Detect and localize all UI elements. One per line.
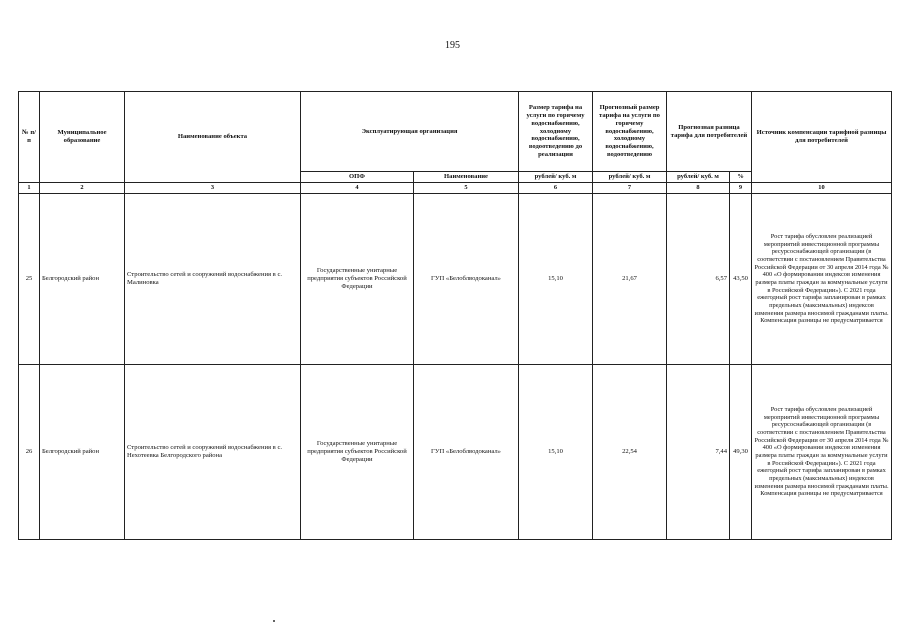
row-pct: 49,30 [730, 365, 752, 540]
header-tariff: Размер тарифа на услуги по горячему водоснабжению, холодному водоснабжению, водоотведению до реализации [519, 92, 593, 172]
row-object: Строительство сетей и сооружений водоснабжения в с. Малиновка [125, 194, 301, 365]
column-number: 3 [125, 183, 301, 194]
header-operator: Эксплуатирующая организация [301, 92, 519, 172]
column-number: 5 [414, 183, 519, 194]
column-number: 9 [730, 183, 752, 194]
row-diff: 6,57 [667, 194, 730, 365]
row-tariff: 15,10 [519, 194, 593, 365]
header-diff-pct: % [730, 172, 752, 183]
row-opf: Государственные унитарные предприятия субъектов Российской Федерации [301, 365, 414, 540]
header-object: Наименование объекта [125, 92, 301, 183]
header-num: № п/п [19, 92, 40, 183]
header-forecast: Прогнозный размер тарифа на услуги по горячему водоснабжению, холодному водоснабжению, водоотведению [593, 92, 667, 172]
row-source: Рост тарифа обусловлен реализацией мероприятий инвестиционной программы ресурсоснабжающей организации (в соответствии с постановлением Правительства Российской Федерации от 30 апреля 2014 года № 400 «О формировании индексов изменения размера платы граждан за коммунальные услуги в Российской Федерации»). С 2021 года ежегодный рост тарифа запланирован в рамках предельных (максимальных) индексов изменения размера вносимой гражданами платы. Компенсация разницы не предусматривается [752, 365, 892, 540]
header-row-main [19, 92, 892, 172]
row-forecast: 22,54 [593, 365, 667, 540]
column-number-row [19, 183, 892, 194]
row-pct: 43,50 [730, 194, 752, 365]
row-diff: 7,44 [667, 365, 730, 540]
row-municipality: Белгородский район [40, 194, 125, 365]
header-operator-name: Наименование [414, 172, 519, 183]
column-number: 10 [752, 183, 892, 194]
column-number: 7 [593, 183, 667, 194]
column-number: 2 [40, 183, 125, 194]
row-org: ГУП «Белоблводоканал» [414, 365, 519, 540]
row-forecast: 21,67 [593, 194, 667, 365]
page-number: 195 [445, 40, 460, 51]
header-source: Источник компенсации тарифной разницы для потребителей [752, 92, 892, 183]
column-number: 6 [519, 183, 593, 194]
header-tariff-unit: рублей/ куб. м [519, 172, 593, 183]
scan-dot [273, 620, 275, 622]
column-number: 4 [301, 183, 414, 194]
row-source: Рост тарифа обусловлен реализацией мероприятий инвестиционной программы ресурсоснабжающей организации (в соответствии с постановлением Правительства Российской Федерации от 30 апреля 2014 года № 400 «О формировании индексов изменения размера платы граждан за коммунальные услуги в Российской Федерации»). С 2021 года ежегодный рост тарифа запланирован в рамках предельных (максимальных) индексов изменения размера вносимой гражданами платы. Компенсация разницы не предусматривается [752, 194, 892, 365]
header-forecast-unit: рублей/ куб. м [593, 172, 667, 183]
tariff-table [18, 91, 892, 540]
table-row [19, 194, 892, 365]
row-org: ГУП «Белоблводоканал» [414, 194, 519, 365]
header-diff: Прогнозная разница тарифа для потребителей [667, 92, 752, 172]
header-operator-opf: ОПФ [301, 172, 414, 183]
header-municipality: Муниципальное образование [40, 92, 125, 183]
header-diff-unit: рублей/ куб. м [667, 172, 730, 183]
row-number: 25 [19, 194, 40, 365]
row-opf: Государственные унитарные предприятия субъектов Российской Федерации [301, 194, 414, 365]
row-tariff: 15,10 [519, 365, 593, 540]
row-municipality: Белгородский район [40, 365, 125, 540]
table-row [19, 365, 892, 540]
row-number: 26 [19, 365, 40, 540]
row-object: Строительство сетей и сооружений водоснабжения в с. Нехотеевка Белгородского района [125, 365, 301, 540]
column-number: 8 [667, 183, 730, 194]
column-number: 1 [19, 183, 40, 194]
